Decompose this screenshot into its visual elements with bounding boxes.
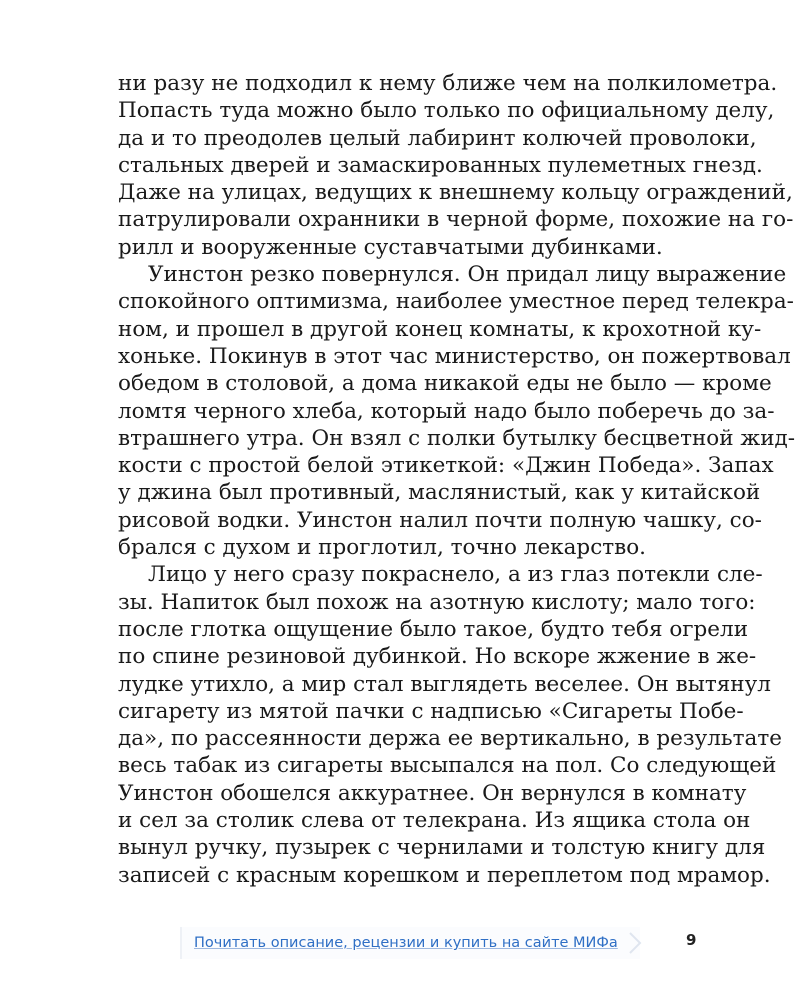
mif-link-label: Почитать описание, рецензии и купить на сайте МИФа: [194, 935, 618, 951]
text-line: Уинстон резко повернулся. Он придал лицу выражение: [148, 262, 787, 288]
text-line: сигарету из мятой пачки с надписью «Сигареты Побе-: [118, 698, 744, 724]
mif-store-link[interactable]: [180, 927, 640, 959]
text-line: стальных дверей и замаскированных пулеметных гнезд.: [118, 152, 763, 178]
text-line: рилл и вооруженные суставчатыми дубинками.: [118, 234, 663, 260]
text-line: зы. Напиток был похож на азотную кислоту; мало того:: [118, 589, 756, 615]
text-line: вынул ручку, пузырек с чернилами и толстую книгу для: [118, 835, 766, 861]
text-line: по спине резиновой дубинкой. Но вскоре жжение в же-: [118, 644, 757, 670]
text-line: да», по рассеянности держа ее вертикально, в результате: [118, 726, 782, 752]
chevron-right-icon: [624, 931, 646, 955]
text-line: ни разу не подходил к нему ближе чем на полкилометра.: [118, 71, 778, 96]
text-line: Лицо у него сразу покраснело, а из глаз потекли сле-: [148, 562, 763, 588]
text-line: Даже на улицах, ведущих к внешнему кольцу ограждений,: [118, 180, 793, 206]
page-body: [118, 70, 796, 889]
text-line: рисовой водки. Уинстон налил почти полную чашку, со-: [118, 507, 762, 533]
text-line: лудке утихло, а мир стал выглядеть веселее. Он вытянул: [118, 671, 771, 697]
text-line: спокойного оптимизма, наиболее уместное перед телекра-: [118, 289, 794, 315]
text-line: ном, и прошел в другой конец комнаты, к крохотной ку-: [118, 316, 762, 342]
text-line: Уинстон обошелся аккуратнее. Он вернулся в комнату: [118, 780, 747, 806]
text-line: кости с простой белой этикеткой: «Джин Победа». Запах: [118, 453, 774, 479]
text-line: ломтя черного хлеба, который надо было поберечь до за-: [118, 398, 775, 424]
text-line: у джина был противный, маслянистый, как у китайской: [118, 480, 761, 506]
text-line: записей с красным корешком и переплетом под мрамор.: [118, 862, 771, 888]
text-line: хоньке. Покинув в этот час министерство, он пожертвовал: [118, 343, 791, 369]
text-line: брался с духом и проглотил, точно лекарство.: [118, 535, 647, 561]
text-line: патрулировали охранники в черной форме, похожие на го-: [118, 207, 794, 233]
text-line: Попасть туда можно было только по официальному делу,: [118, 98, 775, 124]
page-footer: [180, 925, 700, 961]
text-line: да и то преодолев целый лабиринт колючей проволоки,: [118, 125, 757, 151]
page-number: 9: [686, 931, 697, 949]
text-line: и сел за столик слева от телекрана. Из ящика стола он: [118, 808, 751, 834]
text-line: после глотка ощущение было такое, будто тебя огрели: [118, 616, 749, 642]
text-line: втрашнего утра. Он взял с полки бутылку бесцветной жид-: [118, 425, 796, 451]
text-line: обедом в столовой, а дома никакой еды не было — кроме: [118, 371, 772, 397]
text-line: весь табак из сигареты высыпался на пол. Со следующей: [118, 753, 777, 779]
